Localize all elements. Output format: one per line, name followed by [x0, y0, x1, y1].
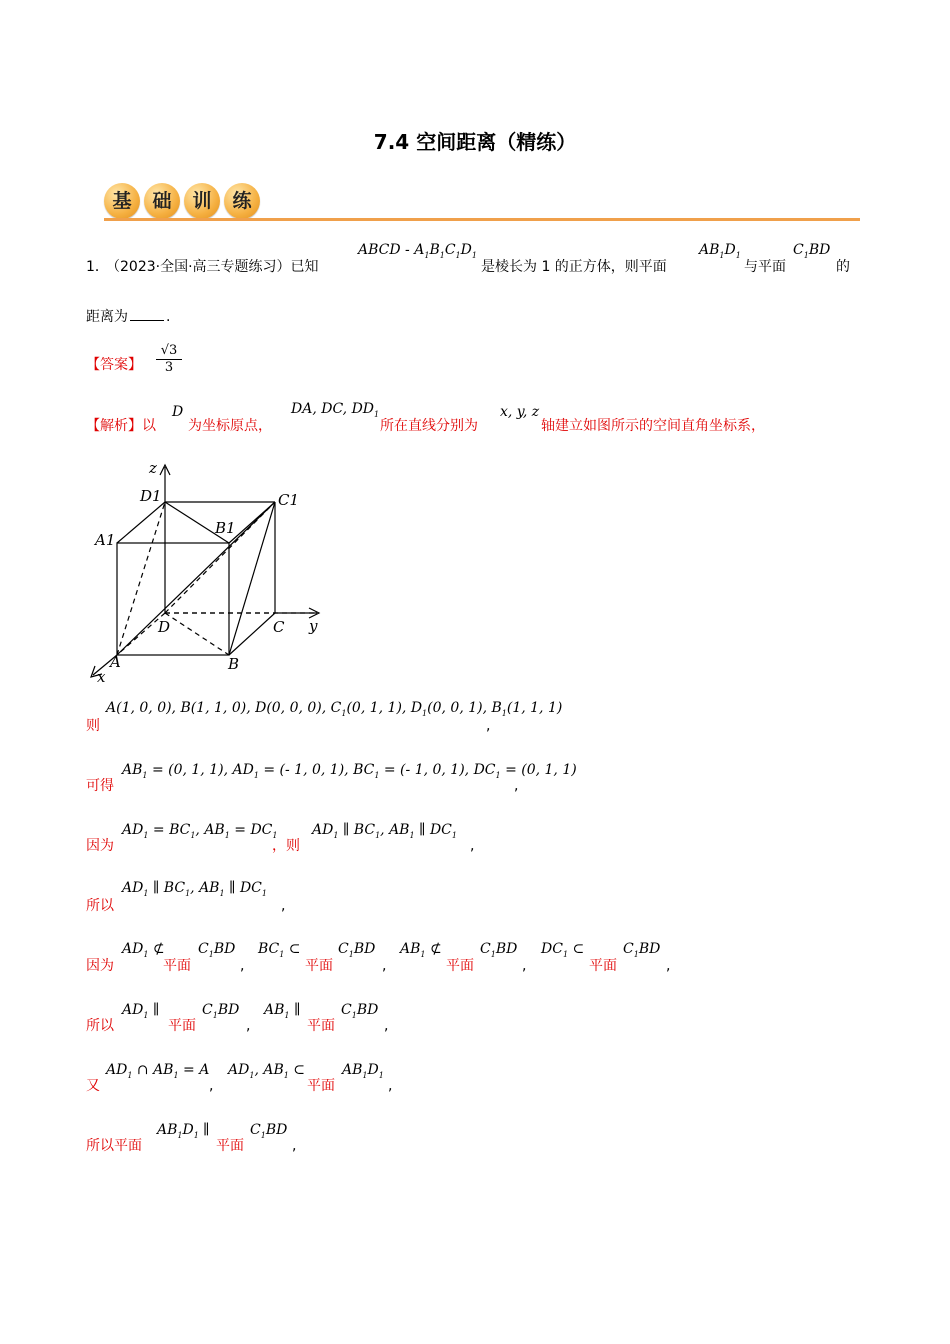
analysis-text: 所在直线分别为 — [380, 418, 478, 434]
plane-word: 平面 — [446, 958, 474, 974]
label-c: C — [273, 618, 285, 636]
edge-db — [165, 613, 229, 655]
parallel-lines: $AD_1$ ∥ $BC_1$, $AB_1$ ∥ $DC_1$ — [122, 880, 267, 898]
question-text: 的 — [836, 259, 850, 275]
cube-figure — [85, 455, 335, 687]
comma: , — [281, 898, 286, 914]
step-lead: 所以平面 — [86, 1138, 142, 1154]
plane-ab1d1: $AB_1D_1$ — [157, 1122, 199, 1140]
plane-word: 平面 — [307, 1078, 335, 1094]
period: . — [166, 309, 171, 325]
axis-names: x, y, z — [500, 404, 540, 420]
banner-char: 训 — [184, 183, 220, 219]
plane-c1bd: $C_1BD$ — [623, 941, 661, 959]
question-text: 是棱长为 1 的正方体，则平面 — [481, 259, 667, 275]
edge-ab1-line — [117, 502, 275, 655]
plane-ab1d1: $AB_1D_1$ — [699, 242, 741, 260]
comma: , — [209, 1078, 214, 1094]
analysis-label: 【解析】以 — [86, 418, 156, 434]
plane-word: 平面 — [305, 958, 333, 974]
coordinates: A(1, 0, 0), B(1, 1, 0), D(0, 0, 0), $C_1(0$, 1, 1), $D_1(0$, 0, 1), $B_1(1$, 1, 1) — [106, 700, 563, 718]
section-banner — [104, 183, 264, 221]
plane-word: 平面 — [168, 1018, 196, 1034]
analysis-text: 为坐标原点， — [188, 418, 272, 434]
plane-word: 平面 — [589, 958, 617, 974]
page-title: 7.4 空间距离（精练） — [373, 130, 577, 154]
question-line2 — [86, 307, 170, 327]
comma: , — [388, 1078, 393, 1094]
comma: , — [382, 958, 387, 974]
label-y: y — [309, 617, 318, 635]
parallel-symbol: ∥ — [203, 1122, 210, 1138]
comma: , — [246, 1018, 251, 1034]
vector-equality: $AD_1 = BC_1$, $AB_1 = DC_1$ — [122, 822, 278, 840]
analysis-text: 轴建立如图所示的空间直角坐标系， — [541, 418, 765, 434]
plane-word: 平面 — [216, 1138, 244, 1154]
step-lead: 可得 — [86, 778, 114, 794]
label-a1: A1 — [95, 531, 116, 549]
vectors: $AB_1 = (0$, 1, 1), $AD_1$ = (- 1, 0, 1), $BC_1$ = (- 1, 0, 1), $DC_1 = (0$, 1, 1) — [122, 762, 577, 780]
plane-ab1d1: $AB_1D_1$ — [342, 1062, 384, 1080]
origin-point: D — [172, 404, 184, 420]
banner-rule — [104, 218, 860, 221]
question-text: 与平面 — [744, 259, 786, 275]
line-rel: $DC_1$ ⊂ — [541, 941, 585, 959]
comma: , — [470, 838, 475, 854]
banner-char: 基 — [104, 183, 140, 219]
step-lead: 所以 — [86, 1018, 114, 1034]
plane-word: 平面 — [163, 958, 191, 974]
comma: , — [522, 958, 527, 974]
fraction-denominator: 3 — [164, 360, 174, 375]
plane-c1bd: $C_1BD$ — [480, 941, 518, 959]
line-rel: $AB_1$ ∥ — [264, 1002, 301, 1020]
plane-c1bd: $C_1BD$ — [341, 1002, 379, 1020]
comma: , — [486, 718, 491, 734]
plane-c1bd: $C_1BD$ — [338, 941, 376, 959]
step-lead: 因为 — [86, 958, 114, 974]
fraction-numerator: √3 — [156, 343, 182, 360]
step-text: ，则 — [272, 838, 300, 854]
answer-blank — [130, 320, 164, 321]
comma: , — [384, 1018, 389, 1034]
step-lead: 所以 — [86, 898, 114, 914]
label-a: A — [110, 653, 121, 671]
answer-fraction — [156, 343, 182, 375]
step-lead: 则 — [86, 718, 100, 734]
plane-c1bd: $C_1BD$ — [793, 242, 831, 260]
question-text: 距离为 — [86, 309, 128, 325]
line-rel: $AB_1$ ⊄ — [400, 941, 442, 959]
label-b: B — [228, 655, 240, 673]
plane-word: 平面 — [307, 1018, 335, 1034]
comma: , — [666, 958, 671, 974]
line-rel: $BC_1$ ⊂ — [258, 941, 301, 959]
label-z: z — [149, 459, 157, 477]
question-number: 1． — [86, 259, 109, 275]
plane-c1bd: $C_1BD$ — [202, 1002, 240, 1020]
comma: , — [514, 778, 519, 794]
line-rel: $AD_1$ ∥ — [122, 1002, 160, 1020]
step-lead: 因为 — [86, 838, 114, 854]
line-rel: $AD_1$ ⊄ — [122, 941, 165, 959]
edge-a1d1 — [117, 502, 165, 543]
axis-lines: DA, DC, $DD_1$ — [291, 401, 380, 419]
comma: , — [292, 1138, 297, 1154]
answer-label: 【答案】 — [86, 357, 142, 373]
step-lead: 又 — [86, 1078, 100, 1094]
plane-c1bd: $C_1BD$ — [250, 1122, 288, 1140]
lines-in-plane: $AD_1$, $AB_1$ ⊂ — [228, 1062, 306, 1080]
label-c1: C1 — [278, 491, 300, 509]
parallel-vectors: $AD_1$ ∥ $BC_1$, $AB_1$ ∥ $DC_1$ — [312, 822, 457, 840]
comma: , — [240, 958, 245, 974]
question-source: （2023·全国·高三专题练习）已知 — [106, 259, 319, 275]
banner-char: 础 — [144, 183, 180, 219]
plane-c1bd: $C_1BD$ — [198, 941, 236, 959]
label-d1: D1 — [140, 487, 162, 505]
cube-name: ABCD - $A_1B_1C_1D_1$ — [358, 242, 477, 260]
label-x: x — [97, 668, 106, 686]
label-d: D — [158, 618, 171, 636]
banner-char: 练 — [224, 183, 260, 219]
intersection: $AD_1$ ∩ $AB_1 = A$ — [106, 1062, 210, 1080]
label-b1: B1 — [215, 519, 236, 537]
